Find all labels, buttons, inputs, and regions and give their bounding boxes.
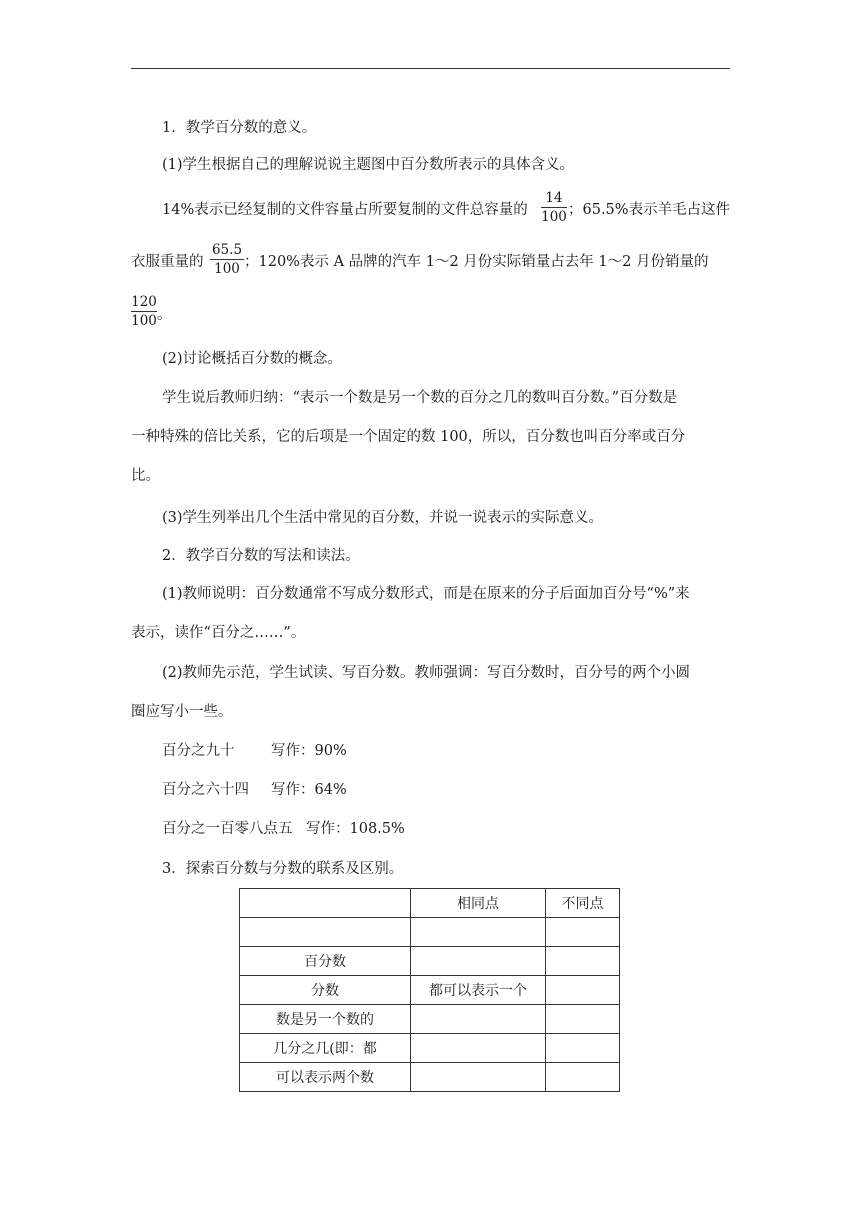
fraction-numerator: 65.5 xyxy=(211,242,243,258)
paragraph-1-line-2a: 衣服重量的 xyxy=(131,254,204,270)
fraction-denominator: 100 xyxy=(541,209,567,225)
paragraph-1-line-2b: ；120%表示 A 品牌的汽车 1～2 月份实际销量占去年 1～2 月份销量的 xyxy=(244,254,709,270)
table-cell: 分数 xyxy=(240,976,411,1005)
table-cell: 可以表示两个数 xyxy=(240,1063,411,1092)
table-row xyxy=(240,889,620,918)
comparison-table xyxy=(239,888,620,1092)
example-1-write: 写作：90% xyxy=(271,743,347,759)
table-cell xyxy=(411,1034,546,1063)
example-2-write: 写作：64% xyxy=(271,782,347,798)
writing-line-2a: (2)教师先示范，学生试读、写百分数。教师强调：写百分数时，百分号的两个小圆 xyxy=(162,665,691,681)
table-cell: 几分之几(即：都 xyxy=(240,1034,411,1063)
table-cell: 数是另一个数的 xyxy=(240,1005,411,1034)
writing-line-1b: 表示，读作“百分之……”。 xyxy=(131,625,306,641)
fraction-bar xyxy=(210,259,244,260)
fraction-denominator: 100 xyxy=(214,261,240,277)
writing-line-1a: (1)教师说明：百分数通常不写成分数形式，而是在原来的分子后面加百分号“%”来 xyxy=(162,586,690,602)
example-2-read: 百分之六十四 xyxy=(162,782,249,798)
fraction-14-100 xyxy=(541,190,567,225)
example-3-write: 写作：108.5% xyxy=(306,821,405,837)
table-row xyxy=(240,1063,620,1092)
table-row xyxy=(240,976,620,1005)
fraction-bar xyxy=(131,311,157,312)
section-3-heading: 3．探索百分数与分数的联系及区别。 xyxy=(162,861,404,877)
table-cell: 百分数 xyxy=(240,947,411,976)
fraction-120-100 xyxy=(131,294,157,329)
table-header-same: 相同点 xyxy=(411,889,546,918)
table-cell xyxy=(546,1063,620,1092)
table-cell xyxy=(546,947,620,976)
paragraph-1-line-1a: 14%表示已经复制的文件容量占所要复制的文件总容量的 xyxy=(162,202,528,218)
section-1-heading: 1．教学百分数的意义。 xyxy=(162,120,317,136)
definition-line-2: 一种特殊的倍比关系，它的后项是一个固定的数 100，所以，百分数也叫百分率或百分 xyxy=(131,429,686,445)
table-cell xyxy=(240,889,411,918)
table-cell xyxy=(546,918,620,947)
fraction-numerator: 120 xyxy=(131,294,157,310)
header-rule xyxy=(131,68,730,69)
fraction-bar xyxy=(541,207,567,208)
table-cell xyxy=(546,976,620,1005)
writing-line-2b: 圈应写小一些。 xyxy=(131,704,233,720)
example-1-read: 百分之九十 xyxy=(162,743,235,759)
definition-line-3: 比。 xyxy=(131,468,160,484)
table-header-different: 不同点 xyxy=(546,889,620,918)
table-cell xyxy=(240,918,411,947)
table-cell: 都可以表示一个 xyxy=(411,976,546,1005)
section-1-sub-3: (3)学生列举出几个生活中常见的百分数，并说一说表示的实际意义。 xyxy=(162,510,604,526)
table-row xyxy=(240,1005,620,1034)
table-cell xyxy=(546,1005,620,1034)
fraction-denominator: 100 xyxy=(131,313,157,329)
table-cell xyxy=(411,918,546,947)
table-row xyxy=(240,1034,620,1063)
paragraph-1-line-1b: ；65.5%表示羊毛占这件 xyxy=(568,202,731,218)
table-row xyxy=(240,947,620,976)
section-1-sub-2: (2)讨论概括百分数的概念。 xyxy=(162,351,343,367)
table-cell xyxy=(411,1063,546,1092)
example-3-read: 百分之一百零八点五 xyxy=(162,821,293,837)
fraction-65-5-100 xyxy=(210,242,244,277)
fraction-numerator: 14 xyxy=(545,190,563,206)
table-cell xyxy=(411,947,546,976)
definition-line-1: 学生说后教师归纳：“表示一个数是另一个数的百分之几的数叫百分数。”百分数是 xyxy=(162,390,678,406)
table-row xyxy=(240,918,620,947)
paragraph-1-line-3: 。 xyxy=(157,307,172,323)
table-cell xyxy=(411,1005,546,1034)
section-1-sub-1: (1)学生根据自己的理解说说主题图中百分数所表示的具体含义。 xyxy=(162,157,575,173)
section-2-heading: 2．教学百分数的写法和读法。 xyxy=(162,548,360,564)
table-cell xyxy=(546,1034,620,1063)
